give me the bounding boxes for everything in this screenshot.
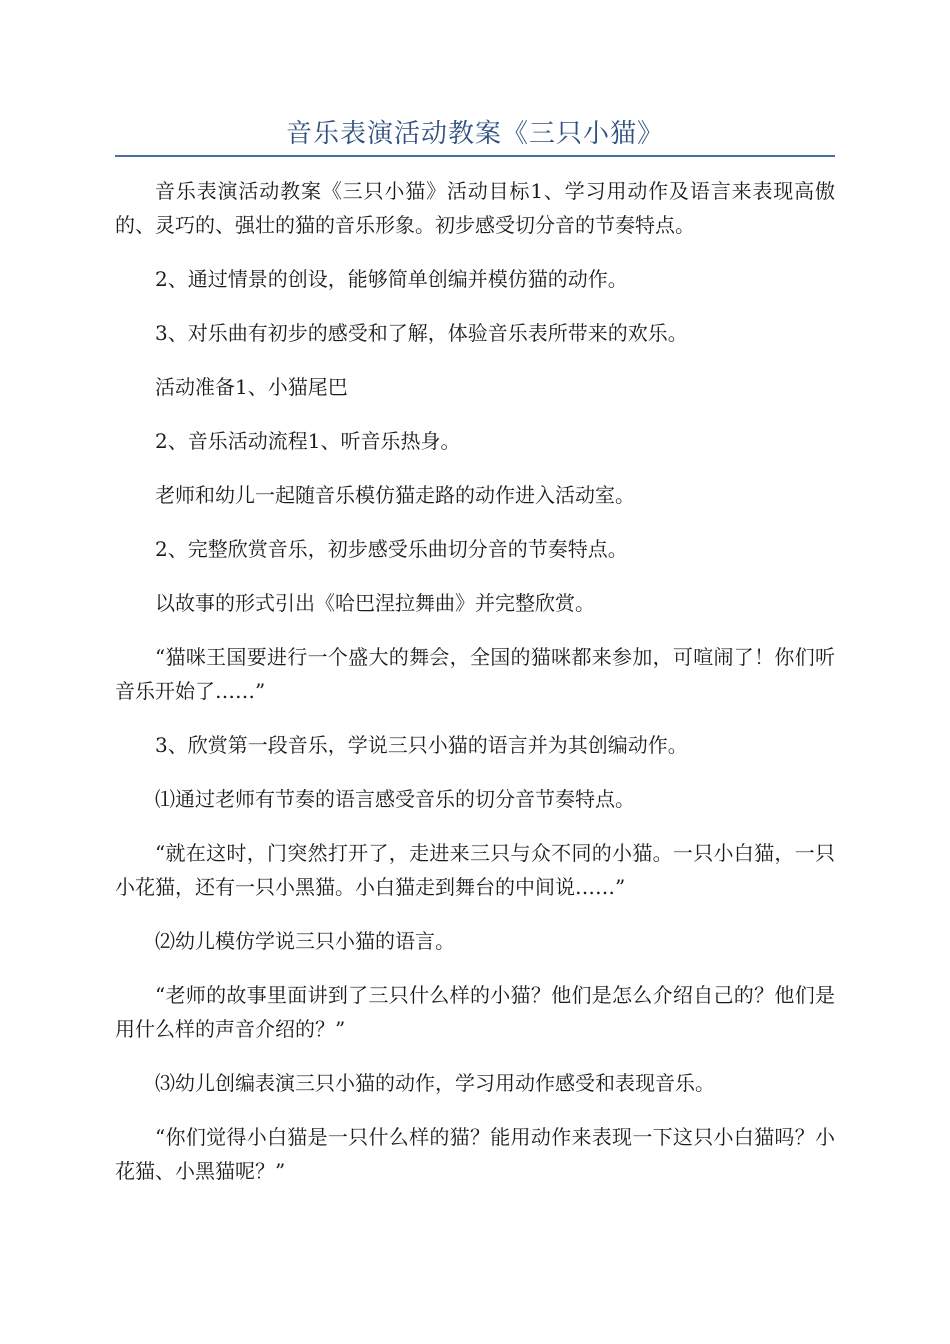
paragraph: 2、通过情景的创设，能够简单创编并模仿猫的动作。 [155, 267, 628, 291]
paragraph: 3、欣赏第一段音乐，学说三只小猫的语言并为其创编动作。 [155, 733, 688, 757]
document-title: 音乐表演活动教案《三只小猫》 [285, 119, 664, 149]
paragraph: 2、音乐活动流程1、听音乐热身。 [155, 429, 461, 453]
paragraph: ⑶幼儿创编表演三只小猫的动作，学习用动作感受和表现音乐。 [155, 1071, 715, 1095]
paragraph: 音乐表演活动教案《三只小猫》活动目标1、学习用动作及语言来表现高傲的、灵巧的、强壮的猫的音乐形象。初步感受切分音的节奏特点。 [115, 179, 835, 237]
paragraph: 老师和幼儿一起随音乐模仿猫走路的动作进入活动室。 [155, 483, 635, 507]
paragraph: ⑵幼儿模仿学说三只小猫的语言。 [155, 929, 455, 953]
paragraph: “就在这时，门突然打开了，走进来三只与众不同的小猫。一只小白猫，一只小花猫，还有一只小黑猫。小白猫走到舞台的中间说……” [115, 841, 835, 899]
paragraph: “你们觉得小白猫是一只什么样的猫？能用动作来表现一下这只小白猫吗？小花猫、小黑猫呢？” [115, 1125, 835, 1183]
paragraph: 3、对乐曲有初步的感受和了解，体验音乐表所带来的欢乐。 [155, 321, 688, 345]
paragraph: 活动准备1、小猫尾巴 [155, 375, 348, 399]
paragraph: 2、完整欣赏音乐，初步感受乐曲切分音的节奏特点。 [155, 537, 628, 561]
paragraph: ⑴通过老师有节奏的语言感受音乐的切分音节奏特点。 [155, 787, 635, 811]
paragraph: “猫咪王国要进行一个盛大的舞会，全国的猫咪都来参加，可喧闹了！你们听音乐开始了……” [115, 645, 835, 703]
paragraph: “老师的故事里面讲到了三只什么样的小猫？他们是怎么介绍自己的？他们是用什么样的声音介绍的？” [115, 983, 835, 1041]
title-underline [115, 155, 835, 157]
document-body [115, 174, 835, 1188]
paragraph: 以故事的形式引出《哈巴涅拉舞曲》并完整欣赏。 [155, 591, 595, 615]
